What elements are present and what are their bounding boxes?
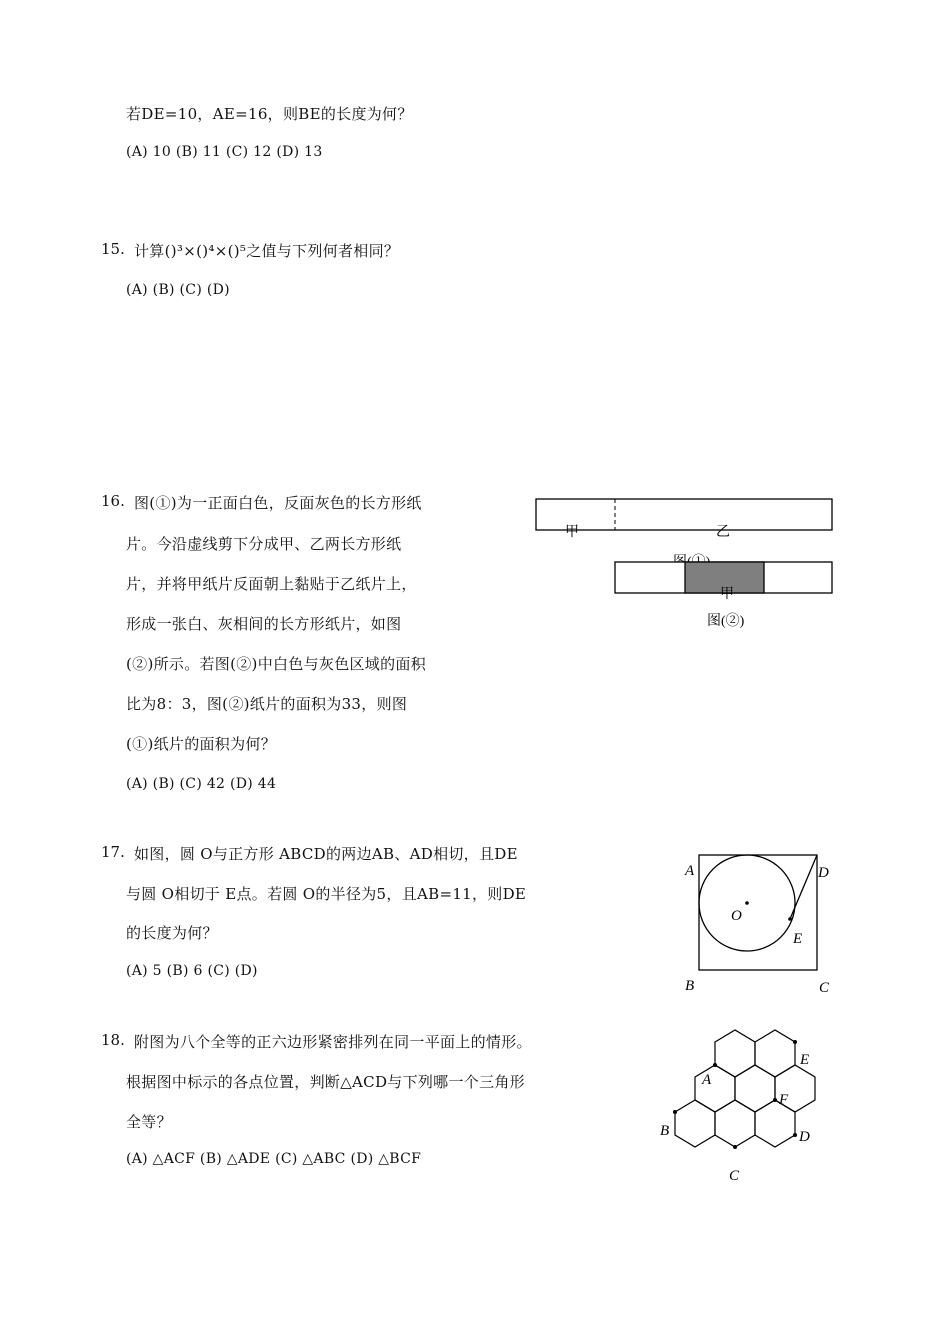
hexagon — [755, 1030, 795, 1077]
hexagon — [715, 1030, 755, 1077]
hexagon — [755, 1100, 795, 1147]
label-c: C — [819, 980, 830, 996]
label-a: A — [685, 863, 695, 879]
label-d: D — [818, 865, 829, 881]
label-o: O — [731, 908, 742, 924]
point-e — [793, 1040, 797, 1044]
point-a — [713, 1063, 717, 1067]
label-a: A — [702, 1072, 712, 1088]
q16-number: 16. — [101, 492, 125, 510]
q18-figure — [650, 1020, 830, 1190]
q17-line-1: 如图，圆 O与正方形 ABCD的两边AB、AD相切，且DE — [134, 845, 518, 863]
q16-options: (A) (B) (C) 42 (D) 44 — [126, 776, 277, 792]
label-e: E — [800, 1052, 810, 1068]
q17-line-3: 的长度为何？ — [126, 924, 218, 942]
q14-options: (A) 10 (B) 11 (C) 12 (D) 13 — [126, 144, 323, 160]
figure2-caption: 图(②) — [707, 614, 745, 629]
q18-options: (A) △ACF (B) △ADE (C) △ABC (D) △BCF — [126, 1151, 422, 1167]
figure1-label-jia: 甲 — [565, 525, 579, 540]
hexagon — [735, 1065, 775, 1112]
q17-number: 17. — [101, 843, 125, 861]
label-d: D — [799, 1129, 810, 1145]
label-e: E — [793, 931, 803, 947]
hexagon — [695, 1065, 735, 1112]
hexagon — [675, 1100, 715, 1147]
point-f — [773, 1098, 777, 1102]
square-abcd — [699, 855, 817, 970]
q18-line-1: 附图为八个全等的正六边形紧密排列在同一平面上的情形。 — [134, 1033, 532, 1051]
q15-options: (A) (B) (C) (D) — [126, 282, 230, 298]
point-c — [733, 1145, 737, 1149]
q16-figure — [530, 492, 840, 637]
q16-line-4: 形成一张白、灰相间的长方形纸片，如图 — [126, 615, 402, 633]
q17-line-2: 与圆 O相切于 E点。若圆 O的半径为5，且AB=11，则DE — [126, 885, 527, 903]
q18-line-2: 根据图中标示的各点位置，判断△ACD与下列哪一个三角形 — [126, 1073, 525, 1091]
hexagon — [715, 1100, 755, 1147]
figure1-paper — [536, 499, 832, 530]
q16-line-1: 图(①)为一正面白色，反面灰色的长方形纸 — [134, 494, 422, 512]
hexagon-grid — [675, 1030, 815, 1147]
q16-line-2: 片。今沿虚线剪下分成甲、乙两长方形纸 — [126, 535, 402, 553]
q16-line-5: (②)所示。若图(②)中白色与灰色区域的面积 — [126, 655, 427, 673]
q18-number: 18. — [101, 1031, 125, 1049]
label-c: C — [729, 1168, 740, 1184]
q16-line-6: 比为8：3，图(②)纸片的面积为33，则图 — [126, 695, 408, 713]
point-d — [793, 1133, 797, 1137]
figure1-label-yi: 乙 — [716, 525, 730, 540]
q15-text: 计算()³×()⁴×()⁵之值与下列何者相同？ — [134, 242, 400, 260]
q17-options: (A) 5 (B) 6 (C) (D) — [126, 963, 258, 979]
q15-number: 15. — [101, 240, 125, 258]
center-point — [745, 901, 749, 905]
q17-figure — [676, 845, 846, 1003]
q16-line-7: (①)纸片的面积为何？ — [126, 735, 277, 753]
q18-line-3: 全等？ — [126, 1113, 172, 1131]
q14-text: 若DE=10，AE=16，则BE的长度为何？ — [126, 105, 413, 123]
q16-line-3: 片，并将甲纸片反面朝上黏贴于乙纸片上， — [126, 575, 417, 593]
label-b: B — [685, 978, 695, 994]
point-b — [673, 1110, 677, 1114]
tangent-point — [788, 917, 792, 921]
figure2-label-jia: 甲 — [720, 587, 734, 602]
label-f: F — [779, 1092, 789, 1108]
segment-de — [790, 855, 817, 919]
label-b: B — [660, 1123, 670, 1139]
